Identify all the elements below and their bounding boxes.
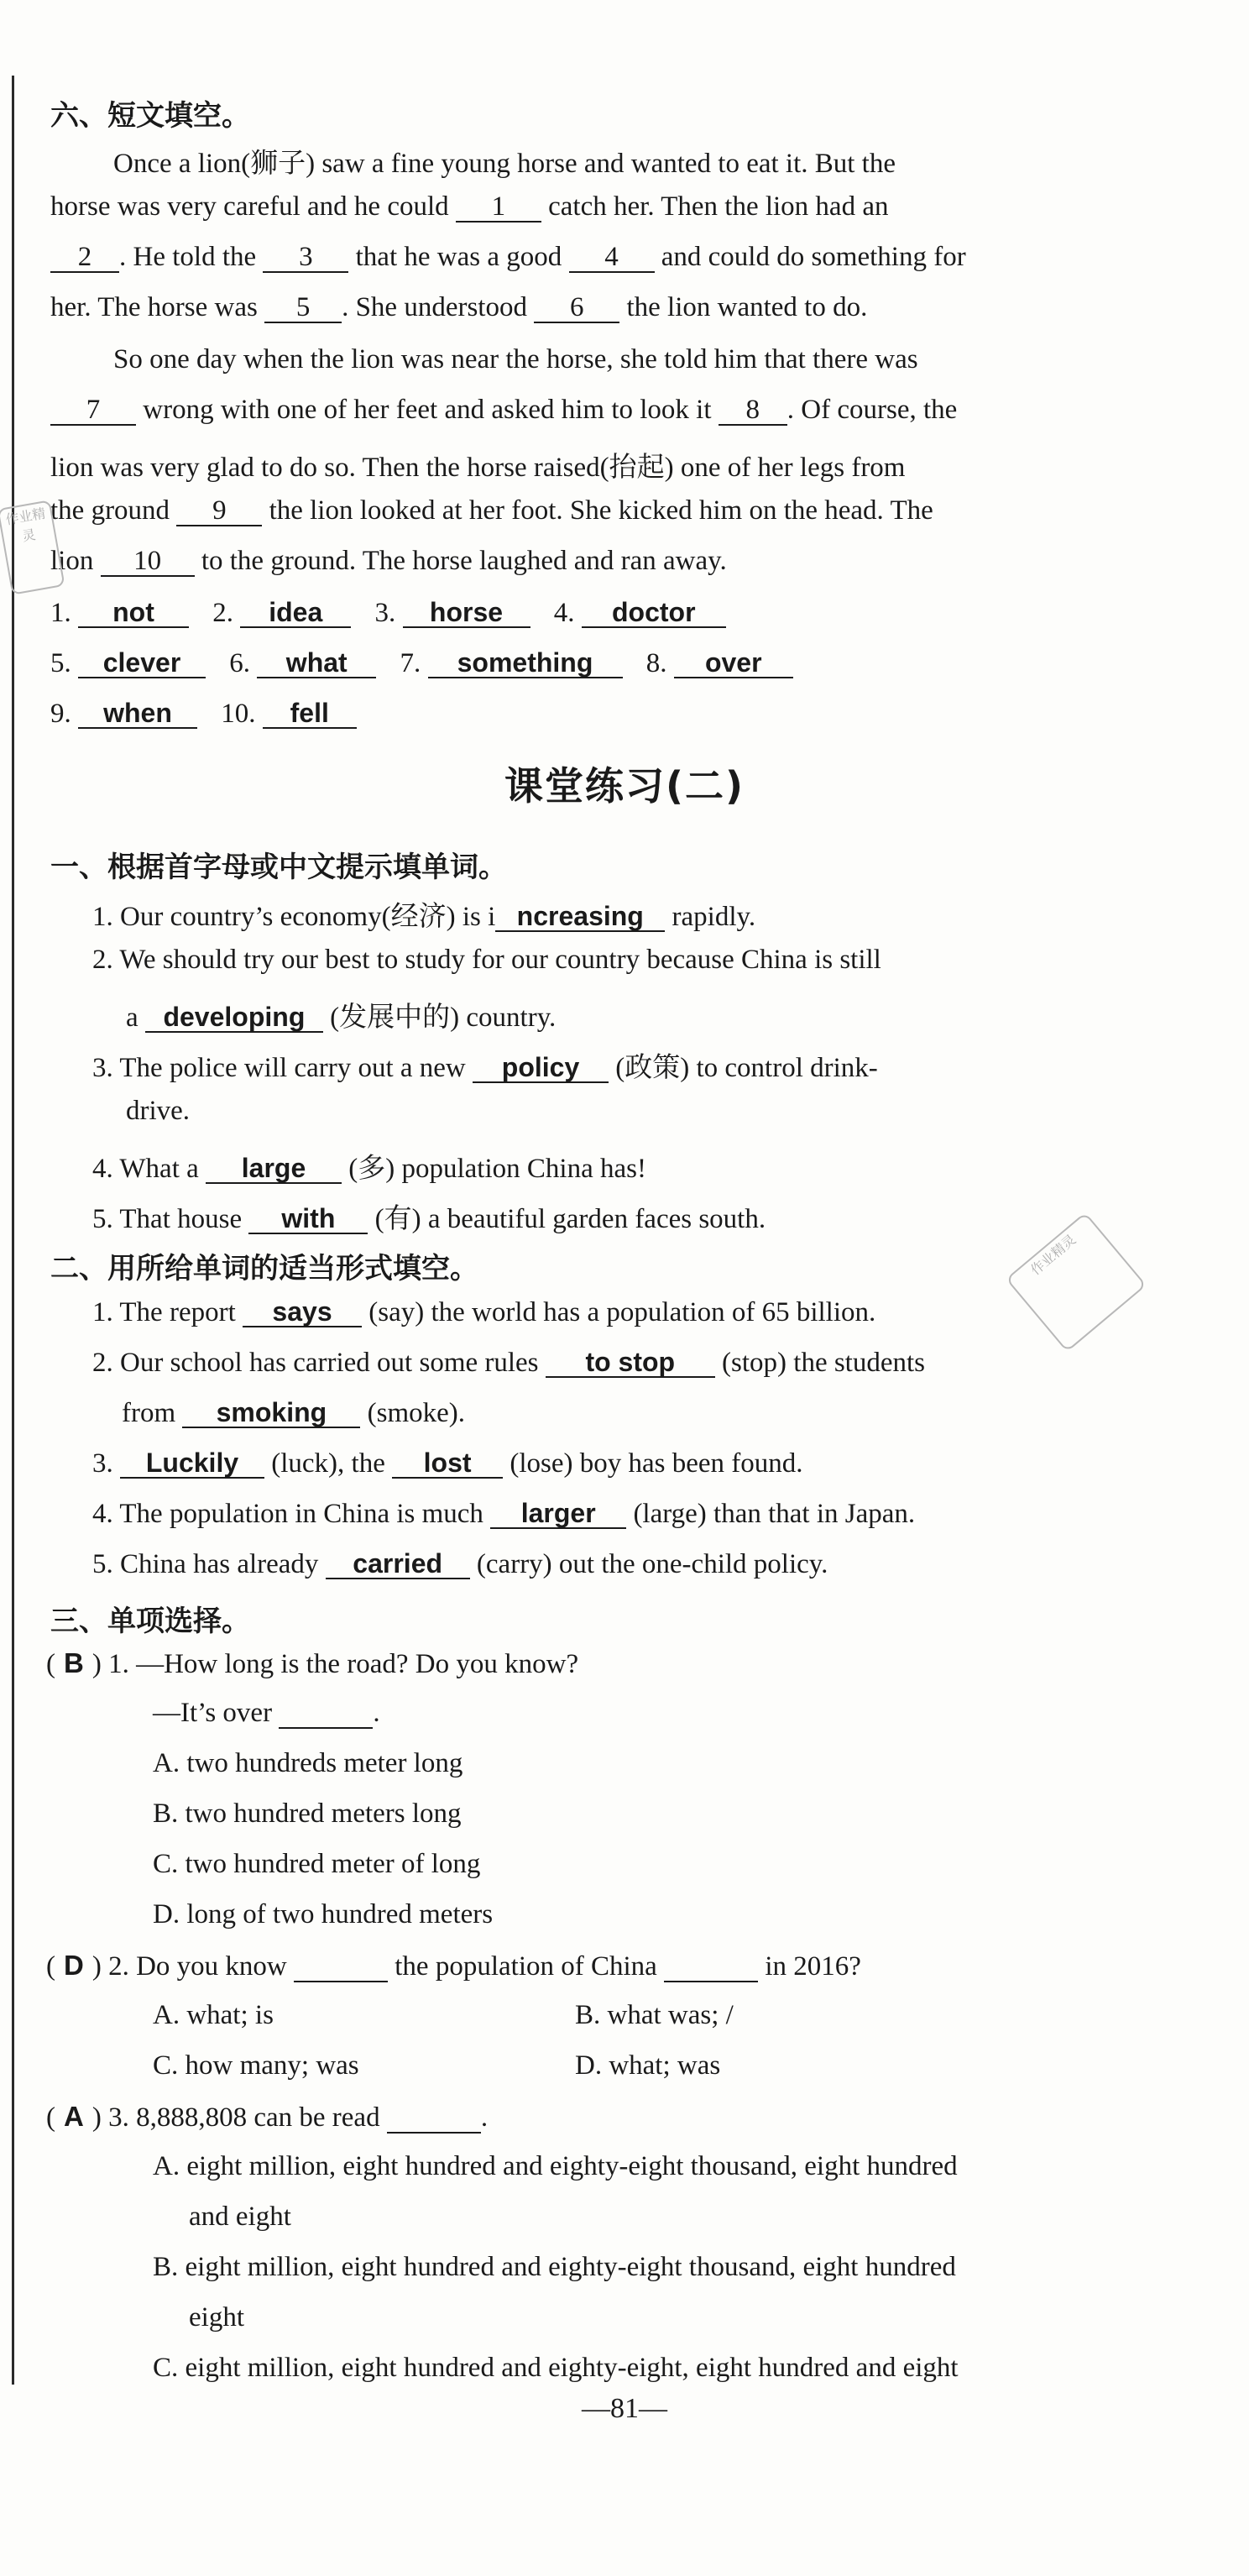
- passage-line-4: her. The horse was 5 . She understood 6 the lion wanted to do.: [50, 292, 868, 322]
- part3-q2-choice: D: [64, 1950, 84, 1981]
- passage-line-3: 2 . He told the 3 that he was a good 4 and could do something for: [50, 242, 966, 273]
- part-3-heading: 三、单项选择。: [50, 1605, 250, 1638]
- part1-q1: 1. Our country’s economy(经济) is i ncreasing rapidly.: [92, 901, 756, 932]
- part-1-heading: 一、根据首字母或中文提示填单词。: [50, 851, 507, 884]
- passage-line-2: horse was very careful and he could 1 catch her. Then the lion had an: [50, 191, 889, 222]
- part2-q2-answer: to stop: [546, 1348, 715, 1378]
- part2-q2-line2: from smoking (smoke).: [122, 1397, 466, 1428]
- answer-5: clever: [78, 648, 206, 678]
- answers-row-1: 1. not 2. idea 3. horse 4. doctor: [50, 598, 726, 629]
- answers-row-2: 5. clever 6. what 7. something 8. over: [50, 648, 793, 679]
- blank-10: 10: [101, 547, 195, 577]
- part1-q5-answer: with: [248, 1204, 368, 1234]
- part3-q2-option-a: A. what; is: [153, 2000, 274, 2030]
- part1-q2-line2: a developing (发展中的) country.: [126, 1002, 557, 1033]
- part1-q3: 3. The police will carry out a new policy (政策) to control drink-: [92, 1052, 878, 1083]
- part1-q3-answer: policy: [473, 1053, 609, 1083]
- part-2-heading: 二、用所给单词的适当形式填空。: [50, 1252, 478, 1285]
- passage-line-5: So one day when the lion was near the horse, she told him that there was: [113, 344, 918, 374]
- answer-4: doctor: [582, 598, 726, 628]
- answer-1: not: [78, 598, 189, 628]
- answer-2: idea: [240, 598, 351, 628]
- part1-q1-answer: ncreasing: [495, 902, 665, 932]
- part3-q3-stem: ( A ) 3. 8,888,808 can be read .: [46, 2101, 489, 2133]
- answer-10: fell: [263, 699, 357, 729]
- part2-q1: 1. The report says (say) the world has a population of 65 billion.: [92, 1296, 876, 1327]
- passage-line-8: the ground 9 the lion looked at her foot. She kicked him on the head. The: [50, 495, 933, 526]
- part1-q3-line2: drive.: [126, 1096, 191, 1126]
- passage-line-9: lion 10 to the ground. The horse laughed and ran away.: [50, 546, 727, 576]
- section-6-heading: 六、短文填空。: [50, 99, 250, 133]
- blank-3: 3: [263, 243, 348, 273]
- part1-q4: 4. What a large (多) population China has!: [92, 1153, 646, 1184]
- part3-q1-choice: B: [64, 1647, 84, 1678]
- part1-q5: 5. That house with (有) a beautiful garden faces south.: [92, 1203, 766, 1234]
- part2-q2: 2. Our school has carried out some rules to stop (stop) the students: [92, 1347, 926, 1378]
- part3-q2-stem: ( D ) 2. Do you know the population of China in 2016?: [46, 1950, 861, 1982]
- answer-3: horse: [403, 598, 530, 628]
- part2-q3-answer-2: lost: [392, 1448, 503, 1479]
- part3-q1-stem: ( B ) 1. —How long is the road? Do you know?: [46, 1647, 579, 1679]
- part2-q3-answer: Luckily: [120, 1448, 264, 1479]
- part3-q1-option-d: D. long of two hundred meters: [153, 1899, 494, 1929]
- part3-q3-option-c: C. eight million, eight hundred and eighty-eight, eight hundred and eight: [153, 2353, 959, 2383]
- part3-q1-option-b: B. two hundred meters long: [153, 1798, 462, 1829]
- part3-q2-option-c: C. how many; was: [153, 2050, 359, 2081]
- part2-q3: 3. Luckily (luck), the lost (lose) boy has been found.: [92, 1448, 803, 1479]
- blank-8: 8: [719, 395, 787, 426]
- part1-q4-answer: large: [206, 1154, 342, 1184]
- part2-q4-answer: larger: [490, 1499, 626, 1529]
- watermark-stamp-left: 作业精灵: [0, 500, 65, 595]
- part2-q4: 4. The population in China is much larger (large) than that in Japan.: [92, 1498, 916, 1529]
- blank-6: 6: [534, 293, 619, 323]
- passage-line-6: 7 wrong with one of her feet and asked him to look it 8 . Of course, the: [50, 395, 957, 426]
- part2-q5: 5. China has already carried (carry) out the one-child policy.: [92, 1548, 828, 1579]
- part3-q3-choice: A: [64, 2101, 84, 2132]
- watermark-stamp-right: 作业精灵: [1006, 1212, 1147, 1352]
- part2-q1-answer: says: [243, 1297, 362, 1327]
- answers-row-3: 9. when 10. fell: [50, 699, 357, 730]
- part3-q3-option-a: A. eight million, eight hundred and eighty-eight thousand, eight hundred: [153, 2151, 958, 2181]
- part3-q1-option-c: C. two hundred meter of long: [153, 1849, 481, 1879]
- part1-q2-line1: 2. We should try our best to study for our country because China is still: [92, 945, 881, 975]
- page-number: —81—: [582, 2393, 667, 2424]
- answer-8: over: [674, 648, 793, 678]
- margin-line: [12, 76, 14, 2385]
- part3-q1-option-a: A. two hundreds meter long: [153, 1748, 463, 1778]
- blank-2: 2: [50, 243, 119, 273]
- answer-6: what: [257, 648, 376, 678]
- part2-q5-answer: carried: [326, 1549, 470, 1579]
- part3-q3-option-a-cont: and eight: [189, 2202, 291, 2232]
- passage-line-7: lion was very glad to do so. Then the horse raised(抬起) one of her legs from: [50, 453, 906, 483]
- part3-q3-option-b: B. eight million, eight hundred and eighty-eight thousand, eight hundred: [153, 2252, 956, 2282]
- page-title: 课堂练习(二): [504, 763, 745, 809]
- part1-q2-answer: developing: [145, 1003, 323, 1033]
- part3-q3-option-b-cont: eight: [189, 2302, 244, 2333]
- part3-q2-option-b: B. what was; /: [575, 2000, 734, 2030]
- blank-7: 7: [50, 395, 136, 426]
- blank-9: 9: [176, 496, 262, 526]
- blank-5: 5: [264, 293, 342, 323]
- passage-line-1: Once a lion(狮子) saw a fine young horse and wanted to eat it. But the: [113, 149, 896, 179]
- part3-q1-stem2: —It’s over .: [153, 1698, 380, 1728]
- blank-1: 1: [456, 192, 541, 223]
- answer-9: when: [78, 699, 197, 729]
- blank-4: 4: [569, 243, 655, 273]
- part3-q2-option-d: D. what; was: [575, 2050, 721, 2081]
- answer-7: something: [428, 648, 623, 678]
- part2-q2-answer-2: smoking: [182, 1398, 360, 1428]
